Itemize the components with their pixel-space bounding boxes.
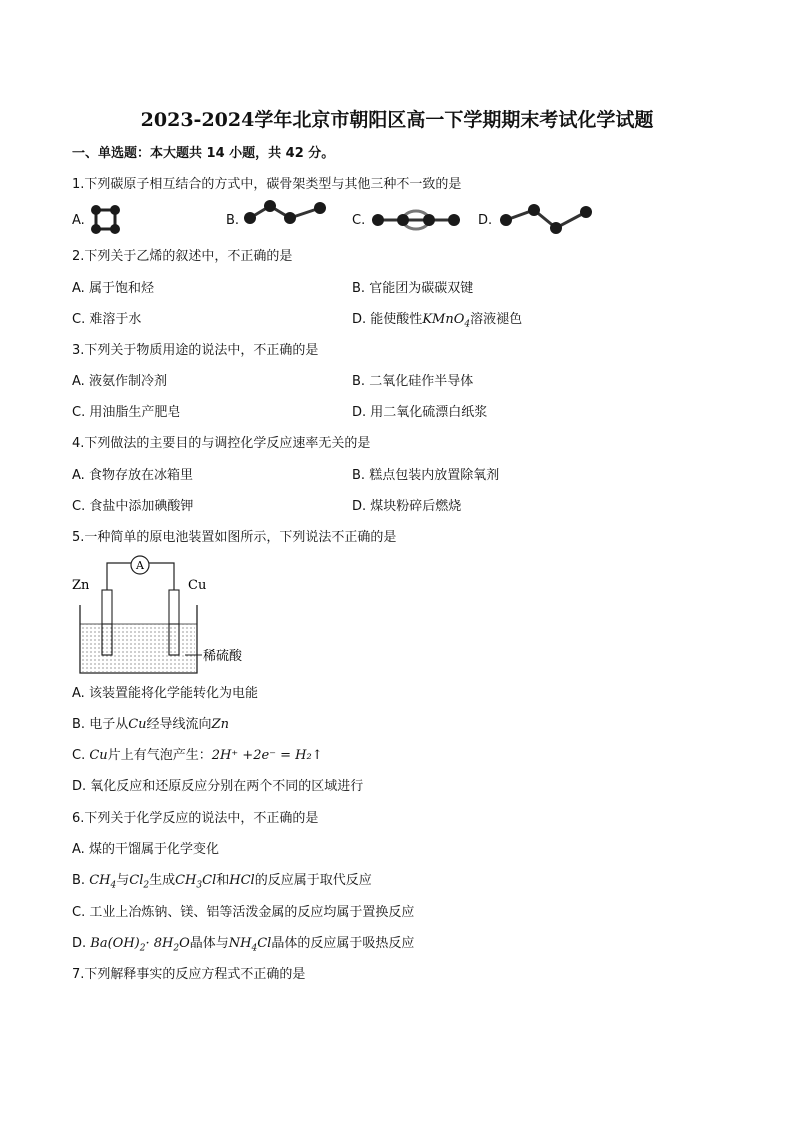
q1-option-d-letter: D. [478, 213, 493, 228]
q5-option-c: C. Cu片上有气泡产生：2H⁺ +2e⁻ = H₂↑ [72, 748, 323, 763]
q3-option-d: D. 用二氧化硫漂白纸浆 [352, 405, 488, 420]
question-4-stem: 4.下列做法的主要目的与调控化学反应速率无关的是 [72, 436, 371, 451]
q6-option-a: A. 煤的干馏属于化学变化 [72, 842, 219, 857]
q1-option-d-chain-molecule [494, 198, 599, 238]
question-1-stem: 1.下列碳原子相互结合的方式中，碳骨架类型与其他三种不一致的是 [72, 177, 462, 192]
question-5-stem: 5.一种简单的原电池装置如图所示，下列说法不正确的是 [72, 530, 397, 545]
q3-option-c: C. 用油脂生产肥皂 [72, 405, 181, 420]
question-3-stem: 3.下列关于物质用途的说法中，不正确的是 [72, 343, 319, 358]
q5-option-a: A. 该装置能将化学能转化为电能 [72, 686, 258, 701]
left-wire [107, 563, 131, 590]
q1-option-a-ring-molecule [86, 200, 126, 240]
q3-option-b: B. 二氧化硅作半导体 [352, 374, 474, 389]
q4-option-d: D. 煤块粉碎后燃烧 [352, 499, 462, 514]
q6-option-c: C. 工业上冶炼钠、镁、铝等活泼金属的反应均属于置换反应 [72, 905, 415, 920]
right-wire [149, 563, 174, 590]
q1-option-a-letter: A. [72, 213, 85, 228]
q1-option-b-letter: B. [226, 213, 240, 228]
q6-option-d: D. $Ba(OH)_2\cdot 8H_2O$晶体与$NH_4Cl$晶体的反应属于吸热反应 [72, 936, 415, 954]
cu-label: Cu [188, 578, 207, 593]
q1-option-c-letter: C. [352, 213, 366, 228]
q4-option-b: B. 糕点包装内放置除氧剂 [352, 468, 500, 483]
page-title: 2023-2024学年北京市朝阳区高一下学期期末考试化学试题 [140, 109, 654, 131]
q5-option-b: B. 电子从Cu经导线流向Zn [72, 717, 229, 732]
question-2-stem: 2.下列关于乙烯的叙述中，不正确的是 [72, 249, 293, 264]
section-heading: 一、单选题：本大题共 14 小题，共 42 分。 [72, 146, 335, 161]
q2-option-d: D. 能使酸性KMnO$_4$溶液褪色 [352, 312, 523, 330]
question-6-stem: 6.下列关于化学反应的说法中，不正确的是 [72, 811, 319, 826]
q2-option-b: B. 官能团为碳碳双键 [352, 281, 474, 296]
q2-option-a: A. 属于饱和烃 [72, 281, 154, 296]
q4-option-a: A. 食物存放在冰箱里 [72, 468, 193, 483]
galvanic-cell-diagram [70, 555, 270, 680]
ammeter-label: A [136, 559, 144, 572]
q1-option-b-chain-molecule [240, 198, 335, 228]
q3-option-a: A. 液氨作制冷剂 [72, 374, 167, 389]
q4-option-c: C. 食盐中添加碘酸钾 [72, 499, 194, 514]
zn-label: Zn [72, 578, 90, 593]
question-7-stem: 7.下列解释事实的反应方程式不正确的是 [72, 967, 306, 982]
dilute-sulfuric-acid-label: 稀硫酸 [203, 649, 243, 664]
q2-option-c: C. 难溶于水 [72, 312, 142, 327]
q5-option-d: D. 氧化反应和还原反应分别在两个不同的区域进行 [72, 779, 364, 794]
q1-option-c-branched-molecule [366, 205, 466, 235]
q6-option-b: B. $CH_4$与$Cl_2$生成$CH_3Cl$和HCl的反应属于取代反应 [72, 873, 372, 891]
